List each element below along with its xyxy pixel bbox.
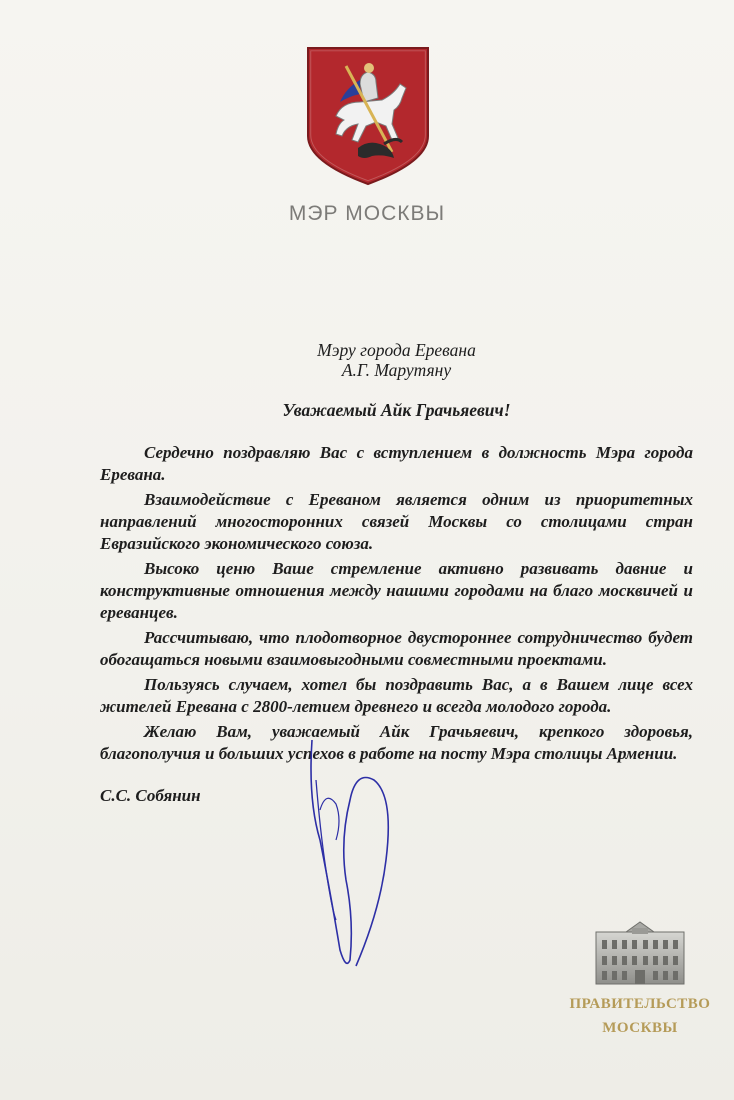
government-title [560, 992, 720, 1040]
letter-paragraphs [100, 442, 693, 765]
handwritten-signature [290, 720, 410, 980]
paragraph: Взаимодействие с Ереваном является одним из приоритетных направлений многосторонних связей Москвы со столицами стран Евразийского экономического союза. [100, 490, 693, 553]
paragraph: Пользуясь случаем, хотел бы поздравить Вас, а в Вашем лице всех жителей Еревана с 2800-летием древнего и всегда молодого города. [100, 675, 693, 716]
signer-name: С.С. Собянин [100, 786, 201, 805]
recipient-name: А.Г. Марутяну [341, 360, 452, 380]
government-title-line2: МОСКВЫ [602, 1020, 678, 1036]
government-title-line1: ПРАВИТЕЛЬСТВО [569, 996, 711, 1012]
paragraph: Сердечно поздравляю Вас с вступлением в должность Мэра города Еревана. [100, 443, 693, 484]
salutation: Уважаемый Айк Грачьяевич! [282, 400, 511, 420]
paragraph: Желаю Вам, уважаемый Айк Грачьяевич, крепкого здоровья, благополучия и больших успехов в работе на посту Мэра столицы Армении. [100, 722, 693, 763]
recipient-line: Мэру города Еревана [317, 340, 476, 360]
letter-body [100, 340, 693, 768]
paragraph: Рассчитываю, что плодотворное двустороннее сотрудничество будет обогащаться новыми взаимовыгодными совместными проектами. [100, 628, 693, 669]
moscow-coat-of-arms-icon [302, 44, 434, 186]
paragraph: Высоко ценю Ваше стремление активно развивать давние и конструктивные отношения между нашими городами на благо москвичей и ереванцев. [100, 559, 693, 622]
mayor-title: МЭР МОСКВЫ [288, 202, 446, 225]
government-building-icon [594, 918, 686, 986]
